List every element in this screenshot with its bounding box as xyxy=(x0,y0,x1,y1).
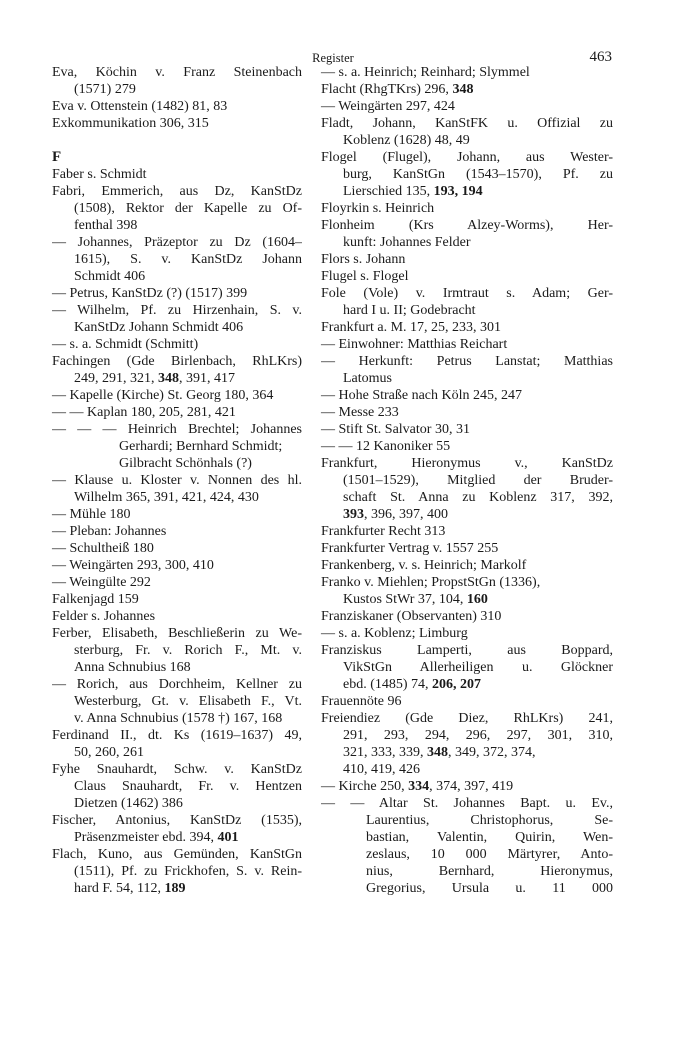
index-line xyxy=(52,489,302,506)
index-entry xyxy=(52,285,302,302)
index-entry xyxy=(52,761,302,812)
line-text: (1511), Pf. zu Frickhofen, S. v. Rein- xyxy=(74,864,302,879)
index-entry xyxy=(321,710,613,778)
index-entry xyxy=(52,591,302,608)
index-line xyxy=(321,727,613,744)
line-text: Exkommunikation 306, 315 xyxy=(52,116,209,131)
index-line xyxy=(52,778,302,795)
index-column-right xyxy=(321,64,613,897)
bold-page-ref: 401 xyxy=(217,830,239,845)
line-text-after: , 349, 372, 374, xyxy=(448,745,536,760)
index-entry xyxy=(321,98,613,115)
line-text: Floyrkin s. Heinrich xyxy=(321,201,435,216)
line-text: Faber s. Schmidt xyxy=(52,167,147,182)
bold-page-ref: 189 xyxy=(164,881,186,896)
line-text: schaft St. Anna zu Koblenz 317, 392, xyxy=(343,490,613,505)
index-entry xyxy=(52,302,302,336)
line-text: nius, Bernhard, Hieronymus, xyxy=(366,864,613,879)
line-text: hard F. 54, 112, xyxy=(74,881,165,896)
line-text: Schmidt 406 xyxy=(74,269,146,284)
line-text: — Stift St. Salvator 30, 31 xyxy=(321,422,470,437)
index-line xyxy=(321,540,613,557)
index-line xyxy=(52,302,302,319)
index-entry xyxy=(52,540,302,557)
line-text: KanStDz Johann Schmidt 406 xyxy=(74,320,244,335)
index-line xyxy=(321,472,613,489)
index-line xyxy=(52,863,302,880)
line-text: — Herkunft: Petrus Lanstat; Matthias xyxy=(321,354,613,369)
line-text: Gerhardi; Bernhard Schmidt; xyxy=(119,439,283,454)
index-line xyxy=(52,829,302,846)
line-text: — Mühle 180 xyxy=(52,507,131,522)
index-line xyxy=(52,880,302,897)
bold-page-ref: 160 xyxy=(466,592,488,607)
line-text: — — 12 Kanoniker 55 xyxy=(321,439,451,454)
line-text: — Pleban: Johannes xyxy=(52,524,167,539)
line-text: 50, 260, 261 xyxy=(74,745,144,760)
index-line xyxy=(321,81,613,98)
index-line xyxy=(321,812,613,829)
index-entry xyxy=(52,353,302,387)
index-line xyxy=(321,676,613,693)
index-line xyxy=(52,234,302,251)
index-entry xyxy=(321,268,613,285)
line-text: Flogel (Flugel), Johann, aus Wester- xyxy=(321,150,613,165)
line-text: — Weingülte 292 xyxy=(52,575,151,590)
index-line xyxy=(52,574,302,591)
line-text: — Johannes, Präzeptor zu Dz (1604– xyxy=(52,235,302,250)
index-line xyxy=(321,761,613,778)
line-text: Frankenberg, v. s. Heinrich; Markolf xyxy=(321,558,527,573)
index-line xyxy=(321,64,613,81)
line-text: Fischer, Antonius, KanStDz (1535), xyxy=(52,813,302,828)
line-text: Claus Snauhardt, Fr. v. Hentzen xyxy=(74,779,302,794)
index-entry xyxy=(321,693,613,710)
index-entry xyxy=(321,149,613,200)
line-text: v. Anna Schnubius (1578 †) 167, 168 xyxy=(74,711,283,726)
line-text: Dietzen (1462) 386 xyxy=(74,796,183,811)
line-text: — — — Heinrich Brechtel; Johannes xyxy=(52,422,302,437)
index-line xyxy=(52,710,302,727)
line-text: Frankfurt, Hieronymus v., KanStDz xyxy=(321,456,613,471)
index-line xyxy=(52,761,302,778)
index-line xyxy=(52,693,302,710)
line-text: Felder s. Johannes xyxy=(52,609,156,624)
index-line xyxy=(321,115,613,132)
line-text: — Hohe Straße nach Köln 245, 247 xyxy=(321,388,523,403)
index-line xyxy=(321,319,613,336)
index-entry xyxy=(52,387,302,404)
line-text: Anna Schnubius 168 xyxy=(74,660,191,675)
line-text: 1615), S. v. KanStDz Johann xyxy=(74,252,302,267)
index-entry xyxy=(321,251,613,268)
index-entry xyxy=(321,421,613,438)
index-line xyxy=(321,829,613,846)
index-entry xyxy=(321,115,613,149)
index-line xyxy=(321,251,613,268)
bold-page-ref: 393 xyxy=(343,507,364,522)
line-text: Flonheim (Krs Alzey-Worms), Her- xyxy=(321,218,613,233)
index-line xyxy=(321,353,613,370)
index-entry xyxy=(52,676,302,727)
line-text: Fladt, Johann, KanStFK u. Offizial zu xyxy=(321,116,613,131)
index-line xyxy=(52,744,302,761)
index-entry xyxy=(321,523,613,540)
line-text: bastian, Valentin, Quirin, Wen- xyxy=(366,830,613,845)
index-line xyxy=(52,268,302,285)
line-text: — s. a. Schmidt (Schmitt) xyxy=(52,337,199,352)
index-line xyxy=(321,744,613,761)
line-text: VikStGn Allerheiligen u. Glöckner xyxy=(343,660,613,675)
line-text: — — Kaplan 180, 205, 281, 421 xyxy=(52,405,236,420)
index-line xyxy=(321,438,613,455)
line-text: fenthal 398 xyxy=(74,218,138,233)
line-text: — Weingärten 297, 424 xyxy=(321,99,455,114)
index-line xyxy=(321,183,613,200)
index-line xyxy=(321,336,613,353)
index-entry xyxy=(321,438,613,455)
line-text: Frankfurter Recht 313 xyxy=(321,524,446,539)
index-line xyxy=(321,557,613,574)
line-text: — Kirche 250, xyxy=(321,779,409,794)
line-text-after: , 391, 417 xyxy=(179,371,235,386)
index-line xyxy=(52,217,302,234)
line-text: — Schultheiß 180 xyxy=(52,541,154,556)
index-line xyxy=(321,625,613,642)
index-line xyxy=(321,693,613,710)
index-entry xyxy=(321,574,613,608)
index-line xyxy=(52,251,302,268)
index-line xyxy=(52,846,302,863)
bold-page-ref: 348 xyxy=(158,371,179,386)
index-line xyxy=(321,302,613,319)
index-line xyxy=(52,200,302,217)
index-line xyxy=(321,846,613,863)
index-line xyxy=(52,659,302,676)
line-text: Kustos StWr 37, 104, xyxy=(343,592,467,607)
index-line xyxy=(52,64,302,81)
index-line xyxy=(52,438,302,455)
index-line xyxy=(321,285,613,302)
index-entry xyxy=(52,557,302,574)
line-text-after: , 374, 397, 419 xyxy=(429,779,514,794)
index-entry xyxy=(321,200,613,217)
index-entry xyxy=(321,319,613,336)
index-entry xyxy=(321,778,613,795)
line-text: (1508), Rektor der Kapelle zu Of- xyxy=(74,201,302,216)
index-line xyxy=(321,591,613,608)
line-text-after: , 396, 397, 400 xyxy=(364,507,448,522)
line-text: Ferdinand II., dt. Ks (1619–1637) 49, xyxy=(52,728,302,743)
index-entry xyxy=(321,540,613,557)
index-line xyxy=(52,336,302,353)
index-line xyxy=(321,523,613,540)
page-number: 463 xyxy=(589,49,612,65)
index-entry xyxy=(321,404,613,421)
index-entry xyxy=(321,64,613,81)
line-text: Koblenz (1628) 48, 49 xyxy=(343,133,470,148)
bold-page-ref: 348 xyxy=(427,745,448,760)
index-line xyxy=(52,676,302,693)
line-text: 291, 293, 294, 296, 297, 301, 310, xyxy=(343,728,613,743)
index-entry xyxy=(52,506,302,523)
index-entry xyxy=(52,523,302,540)
index-line xyxy=(321,795,613,812)
index-line xyxy=(52,353,302,370)
line-text: Fyhe Snauhardt, Schw. v. KanStDz xyxy=(52,762,302,777)
section-letter: F xyxy=(52,149,62,165)
index-entry xyxy=(52,421,302,472)
index-entry xyxy=(321,795,613,897)
index-line xyxy=(321,166,613,183)
index-line xyxy=(52,795,302,812)
index-line xyxy=(52,727,302,744)
index-line xyxy=(321,880,613,897)
index-entry xyxy=(321,642,613,693)
line-text: Westerburg, Gt. v. Elisabeth F., Vt. xyxy=(74,694,302,709)
index-line xyxy=(52,523,302,540)
line-text: Falkenjagd 159 xyxy=(52,592,139,607)
line-text: Laurentius, Christophorus, Se- xyxy=(366,813,613,828)
line-text: Präsenzmeister ebd. 394, xyxy=(74,830,218,845)
index-line xyxy=(321,132,613,149)
index-line xyxy=(52,812,302,829)
index-entry xyxy=(321,285,613,319)
line-text: — — Altar St. Johannes Bapt. u. Ev., xyxy=(321,796,613,811)
line-text: Franko v. Miehlen; PropstStGn (1336), xyxy=(321,575,541,590)
index-line xyxy=(52,642,302,659)
line-text: Franziskus Lamperti, aus Boppard, xyxy=(321,643,613,658)
index-line xyxy=(52,472,302,489)
index-line xyxy=(321,455,613,472)
index-line xyxy=(321,387,613,404)
index-entry xyxy=(52,846,302,897)
index-line xyxy=(321,234,613,251)
line-text: Flors s. Johann xyxy=(321,252,406,267)
bold-page-ref: 334 xyxy=(408,779,430,794)
line-text: — s. a. Koblenz; Limburg xyxy=(321,626,468,641)
line-text: 410, 419, 426 xyxy=(343,762,420,777)
bold-page-ref: 348 xyxy=(452,82,474,97)
line-text: — Rorich, aus Dorchheim, Kellner zu xyxy=(52,677,302,692)
line-text: Frauennöte 96 xyxy=(321,694,402,709)
line-text: Flacht (RhgTKrs) 296, xyxy=(321,82,453,97)
line-text: Eva v. Ottenstein (1482) 81, 83 xyxy=(52,99,228,114)
index-line xyxy=(321,149,613,166)
index-line xyxy=(52,506,302,523)
index-line xyxy=(52,608,302,625)
index-entry xyxy=(321,217,613,251)
index-line xyxy=(52,455,302,472)
index-line xyxy=(52,370,302,387)
index-entry xyxy=(52,574,302,591)
index-line xyxy=(52,591,302,608)
line-text: Gilbracht Schönhals (?) xyxy=(119,456,252,471)
index-entry xyxy=(52,64,302,98)
index-line xyxy=(52,540,302,557)
index-entry xyxy=(52,336,302,353)
line-text: Fole (Vole) v. Irmtraut s. Adam; Ger- xyxy=(321,286,613,301)
line-text: (1501–1529), Mitglied der Bruder- xyxy=(343,473,613,488)
bold-page-ref: 206, 207 xyxy=(432,677,482,692)
line-text: 249, 291, 321, xyxy=(74,371,158,386)
index-line xyxy=(321,268,613,285)
index-entry xyxy=(52,183,302,234)
line-text: Lierschied 135, xyxy=(343,184,434,199)
index-entry xyxy=(321,608,613,625)
index-line xyxy=(321,370,613,387)
index-line xyxy=(52,421,302,438)
line-text: (1571) 279 xyxy=(74,82,136,97)
index-line xyxy=(52,115,302,132)
index-entry xyxy=(321,353,613,387)
line-text: Wilhelm 365, 391, 421, 424, 430 xyxy=(74,490,259,505)
line-text: — s. a. Heinrich; Reinhard; Slymmel xyxy=(321,65,530,80)
index-line xyxy=(321,200,613,217)
line-text: Frankfurter Vertrag v. 1557 255 xyxy=(321,541,499,556)
index-line xyxy=(52,387,302,404)
line-text: 321, 333, 339, xyxy=(343,745,427,760)
index-entry xyxy=(52,166,302,183)
line-text: Franziskaner (Observanten) 310 xyxy=(321,609,502,624)
index-entry xyxy=(321,625,613,642)
index-line xyxy=(321,659,613,676)
index-line xyxy=(321,421,613,438)
index-entry xyxy=(52,404,302,421)
index-entry xyxy=(321,81,613,98)
line-text: — Kapelle (Kirche) St. Georg 180, 364 xyxy=(52,388,274,403)
index-entry xyxy=(52,608,302,625)
line-text: Eva, Köchin v. Franz Steinenbach xyxy=(52,65,302,80)
line-text: — Einwohner: Matthias Reichart xyxy=(321,337,508,352)
index-entry xyxy=(52,625,302,676)
line-text: Flach, Kuno, aus Gemünden, KanStGn xyxy=(52,847,302,862)
index-line xyxy=(321,506,613,523)
index-line xyxy=(321,710,613,727)
index-line xyxy=(52,285,302,302)
line-text: — Petrus, KanStDz (?) (1517) 399 xyxy=(52,286,248,301)
index-line xyxy=(321,778,613,795)
line-text: burg, KanStGn (1543–1570), Pf. zu xyxy=(343,167,613,182)
index-line xyxy=(52,183,302,200)
index-line xyxy=(52,166,302,183)
index-line xyxy=(321,489,613,506)
line-text: Ferber, Elisabeth, Beschließerin zu We- xyxy=(52,626,302,641)
index-line xyxy=(321,863,613,880)
index-column-left xyxy=(52,64,302,897)
line-text: Flugel s. Flogel xyxy=(321,269,409,284)
index-entry xyxy=(321,455,613,523)
line-text: hard I u. II; Godebracht xyxy=(343,303,476,318)
index-entry xyxy=(52,115,302,132)
index-line xyxy=(52,557,302,574)
running-header-title: Register xyxy=(312,51,354,65)
line-text: Fachingen (Gde Birlenbach, RhLKrs) xyxy=(52,354,302,369)
line-text: Fabri, Emmerich, aus Dz, KanStDz xyxy=(52,184,302,199)
index-line xyxy=(52,625,302,642)
index-line xyxy=(321,98,613,115)
line-text: sterburg, Fr. v. Rorich F., Mt. v. xyxy=(74,643,302,658)
index-line xyxy=(321,217,613,234)
index-line xyxy=(321,404,613,421)
index-line xyxy=(52,319,302,336)
index-line xyxy=(321,642,613,659)
line-text: — Klause u. Kloster v. Nonnen des hl. xyxy=(52,473,302,488)
line-text: Frankfurt a. M. 17, 25, 233, 301 xyxy=(321,320,502,335)
index-entry xyxy=(321,557,613,574)
line-text: kunft: Johannes Felder xyxy=(343,235,471,250)
index-entry xyxy=(52,472,302,506)
line-text: zeslaus, 10 000 Märtyrer, Anto- xyxy=(366,847,613,862)
line-text: Freiendiez (Gde Diez, RhLKrs) 241, xyxy=(321,711,613,726)
index-line xyxy=(321,608,613,625)
line-text: — Messe 233 xyxy=(321,405,399,420)
line-text: — Wilhelm, Pf. zu Hirzenhain, S. v. xyxy=(52,303,302,318)
index-entry xyxy=(321,336,613,353)
line-text: Gregorius, Ursula u. 11 000 xyxy=(366,881,613,896)
line-text: Latomus xyxy=(343,371,392,386)
index-entry xyxy=(52,234,302,285)
index-line xyxy=(52,404,302,421)
line-text: — Weingärten 293, 300, 410 xyxy=(52,558,214,573)
index-line xyxy=(52,81,302,98)
bold-page-ref: 193, 194 xyxy=(433,184,483,199)
index-entry xyxy=(321,387,613,404)
line-text: ebd. (1485) 74, xyxy=(343,677,433,692)
index-entry xyxy=(52,727,302,761)
index-line xyxy=(321,574,613,591)
index-entry xyxy=(52,812,302,846)
index-entry xyxy=(52,98,302,115)
index-line xyxy=(52,98,302,115)
